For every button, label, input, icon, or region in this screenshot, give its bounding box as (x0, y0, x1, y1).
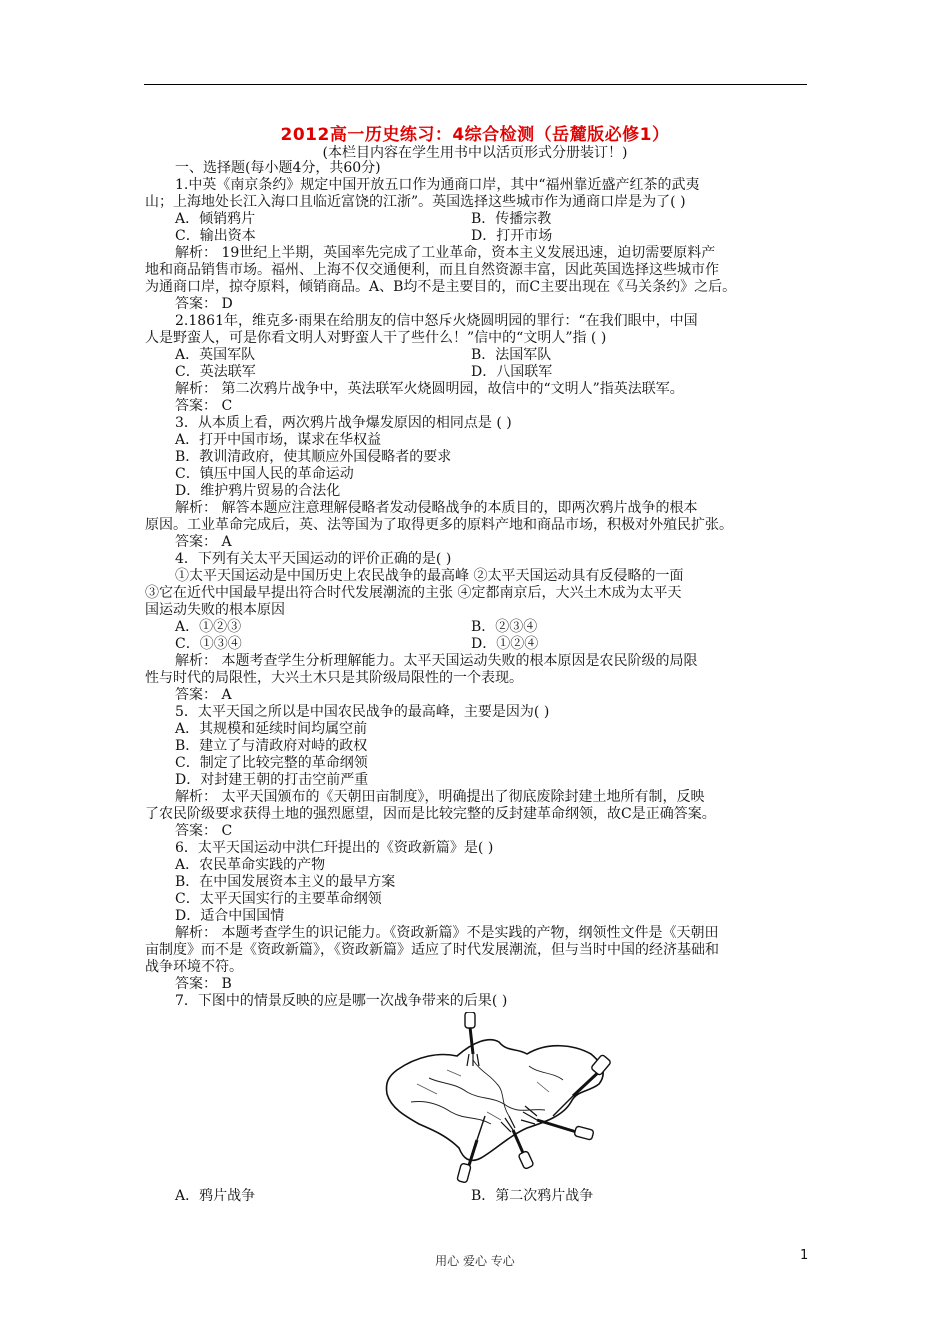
q5-option-b: B．建立了与清政府对峙的政权 (175, 738, 368, 754)
q7-option-a: A．鸦片战争 (175, 1188, 256, 1204)
q2-option-a: A．英国军队 (175, 347, 256, 363)
q1-explanation-line3: 为通商口岸，掠夺原料，倾销商品。A、B均不是主要目的，而C主要出现在《马关条约》之后。 (145, 279, 737, 295)
q5-stem: 5．太平天国之所以是中国农民战争的最高峰，主要是因为( ) (175, 704, 550, 720)
page-number: 1 (800, 1248, 809, 1263)
q3-option-a: A．打开中国市场，谋求在华权益 (175, 432, 382, 448)
q2-stem-line2: 人是野蛮人，可是你看文明人对野蛮人干了些什么！”信中的“文明人”指 ( ) (145, 330, 607, 346)
q3-answer: 答案： A (175, 534, 232, 550)
q5-option-d: D．对封建王朝的打击空前严重 (175, 772, 369, 788)
section-heading: 一、选择题(每小题4分，共60分) (175, 160, 381, 176)
q4-item-line2: ③它在近代中国最早提出符合时代发展潮流的主张 ④定都南京后，大兴土木成为太平天 (145, 585, 682, 601)
q1-option-d: D．打开市场 (471, 228, 553, 244)
header-rule (144, 84, 807, 85)
q1-stem-line2: 山；上海地处长江入海口且临近富饶的江浙”。英国选择这些城市作为通商口岸是为了( ) (145, 194, 686, 210)
q4-explanation-line2: 性与时代的局限性，大兴土木只是其阶级局限性的一个表现。 (145, 670, 523, 686)
q3-option-d: D．维护鸦片贸易的合法化 (175, 483, 341, 499)
q1-options-row1 (145, 211, 807, 228)
q5-explanation-line1: 解析： 太平天国颁布的《天朝田亩制度》，明确提出了彻底废除封建土地所有制，反映 (175, 789, 705, 805)
q5-explanation-line2: 了农民阶级要求获得土地的强烈愿望，因而是比较完整的反封建革命纲领，故C是正确答案。 (145, 806, 716, 822)
q6-explanation-line1: 解析： 本题考查学生的识记能力。《资政新篇》不是实践的产物，纲领性文件是《天朝田 (175, 925, 719, 941)
q2-options-row2 (145, 364, 807, 381)
q2-stem-line1: 2.1861年，维克多·雨果在给朋友的信中怒斥火烧圆明园的罪行：“在我们眼中，中国 (175, 313, 698, 329)
q4-options-row1 (145, 619, 807, 636)
q4-answer: 答案： A (175, 687, 232, 703)
q2-options-row1 (145, 347, 807, 364)
q2-option-c: C．英法联军 (175, 364, 256, 380)
q2-option-b: B．法国军队 (471, 347, 552, 363)
q6-option-c: C．太平天国实行的主要革命纲领 (175, 891, 382, 907)
q6-answer: 答案： B (175, 976, 232, 992)
q4-option-d: D．①②④ (471, 636, 539, 652)
q3-option-c: C．镇压中国人民的革命运动 (175, 466, 354, 482)
page-title: 2012高一历史练习：4综合检测（岳麓版必修1） (280, 125, 670, 145)
q2-explanation: 解析： 第二次鸦片战争中，英法联军火烧圆明园，故信中的“文明人”指英法联军。 (175, 381, 684, 397)
q4-item-line1: ①太平天国运动是中国历史上农民战争的最高峰 ②太平天国运动具有反侵略的一面 (175, 568, 684, 584)
q4-item-line3: 国运动失败的根本原因 (145, 602, 285, 618)
q3-option-b: B．教训清政府，使其顺应外国侵略者的要求 (175, 449, 452, 465)
q1-option-c: C．输出资本 (175, 228, 256, 244)
q1-option-a: A．倾销鸦片 (175, 211, 256, 227)
q6-option-d: D．适合中国国情 (175, 908, 285, 924)
q1-explanation-line2: 地和商品销售市场。福州、上海不仅交通便利，而且自然资源丰富，因此英国选择这些城市作 (145, 262, 719, 278)
q7-option-b: B．第二次鸦片战争 (471, 1188, 594, 1204)
q3-explanation-line2: 原因。工业革命完成后，英、法等国为了取得更多的原料产地和商品市场，积极对外殖民扩张。 (145, 517, 733, 533)
page-subtitle: (本栏目内容在学生用书中以活页形式分册装订！) (322, 145, 628, 161)
q4-explanation-line1: 解析： 本题考查学生分析理解能力。太平天国运动失败的根本原因是农民阶级的局限 (175, 653, 698, 669)
q6-explanation-line2: 亩制度》而不是《资政新篇》，《资政新篇》适应了时代发展潮流，但与当时中国的经济基础和 (145, 942, 719, 958)
q6-option-b: B．在中国发展资本主义的最早方案 (175, 874, 396, 890)
q6-option-a: A．农民革命实践的产物 (175, 857, 326, 873)
carved-map-illustration (377, 1012, 617, 1184)
q2-option-d: D．八国联军 (471, 364, 553, 380)
q1-stem-line1: 1.中英《南京条约》规定中国开放五口作为通商口岸，其中“福州靠近盛产红茶的武夷 (175, 177, 700, 193)
q6-stem: 6．太平天国运动中洪仁玕提出的《资政新篇》是( ) (175, 840, 494, 856)
q1-answer: 答案： D (175, 296, 233, 312)
q1-options-row2 (145, 228, 807, 245)
page-footer: 用心 爱心 专心 (435, 1254, 515, 1268)
q4-option-c: C．①③④ (175, 636, 242, 652)
q4-options-row2 (145, 636, 807, 653)
q2-answer: 答案： C (175, 398, 233, 414)
q5-option-a: A．其规模和延续时间均属空前 (175, 721, 368, 737)
q7-figure (145, 1010, 807, 1188)
q5-answer: 答案： C (175, 823, 233, 839)
q7-stem: 7．下图中的情景反映的应是哪一次战争带来的后果( ) (175, 993, 508, 1009)
q1-option-b: B．传播宗教 (471, 211, 552, 227)
q4-stem: 4．下列有关太平天国运动的评价正确的是( ) (175, 551, 452, 567)
q3-explanation-line1: 解析： 解答本题应注意理解侵略者发动侵略战争的本质目的，即两次鸦片战争的根本 (175, 500, 698, 516)
q1-explanation-line1: 解析： 19世纪上半期，英国率先完成了工业革命，资本主义发展迅速，迫切需要原料产 (175, 245, 716, 261)
q4-option-a: A．①②③ (175, 619, 242, 635)
q4-option-b: B．②③④ (471, 619, 538, 635)
q3-stem: 3．从本质上看，两次鸦片战争爆发原因的相同点是 ( ) (175, 415, 512, 431)
document-body (145, 160, 807, 1205)
q5-option-c: C．制定了比较完整的革命纲领 (175, 755, 368, 771)
q7-options-row (145, 1188, 807, 1205)
q6-explanation-line3: 战争环境不符。 (145, 959, 243, 975)
